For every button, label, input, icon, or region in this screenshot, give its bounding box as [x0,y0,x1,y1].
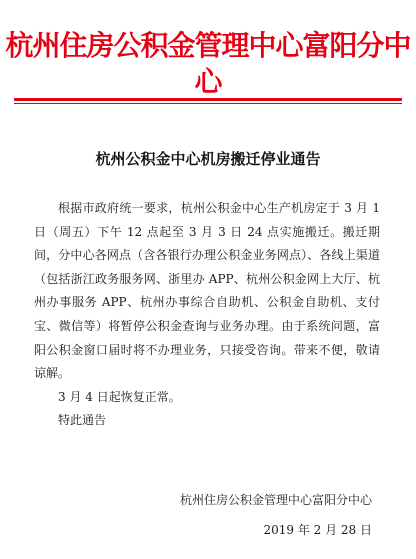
letterhead-title: 杭州住房公积金管理中心富阳分中心 [5,29,411,98]
letterhead [0,28,416,100]
notice-title: 杭州公积金中心机房搬迁停业通告 [95,150,321,168]
closing-phrase: 特此通告 [58,413,107,428]
signature-org: 杭州住房公积金管理中心富阳分中心 [179,493,372,507]
letterhead-divider-thin [14,103,402,104]
body-paragraph: 根据市政府统一要求，杭州公积金中心生产机房定于 3 月 1 日（周五）下午 12 点起至 3 月 3 日 24 点实施搬迁。搬迁期间，分中心各网点（含各银行办理公积金业务网点）、各线上渠道（包括浙江政务服务网、浙里办 APP、杭州公积金网上大厅、杭州办事服务 APP、杭州办事综合自助机、公积金自助机、支付宝、微信等）将暂停公积金查询与业务办理。由于系统问题，富阳公积金窗口届时将不办理业务，只接受咨询。带来不便，敬请谅解。 [34,201,380,381]
letterhead-divider-thick [14,98,402,101]
notice-body [34,197,380,433]
signature-block [180,485,372,545]
signature-date: 2019 年 2 月 28 日 [263,523,372,537]
body-paragraph: 3 月 4 日起恢复正常。 [58,389,181,404]
